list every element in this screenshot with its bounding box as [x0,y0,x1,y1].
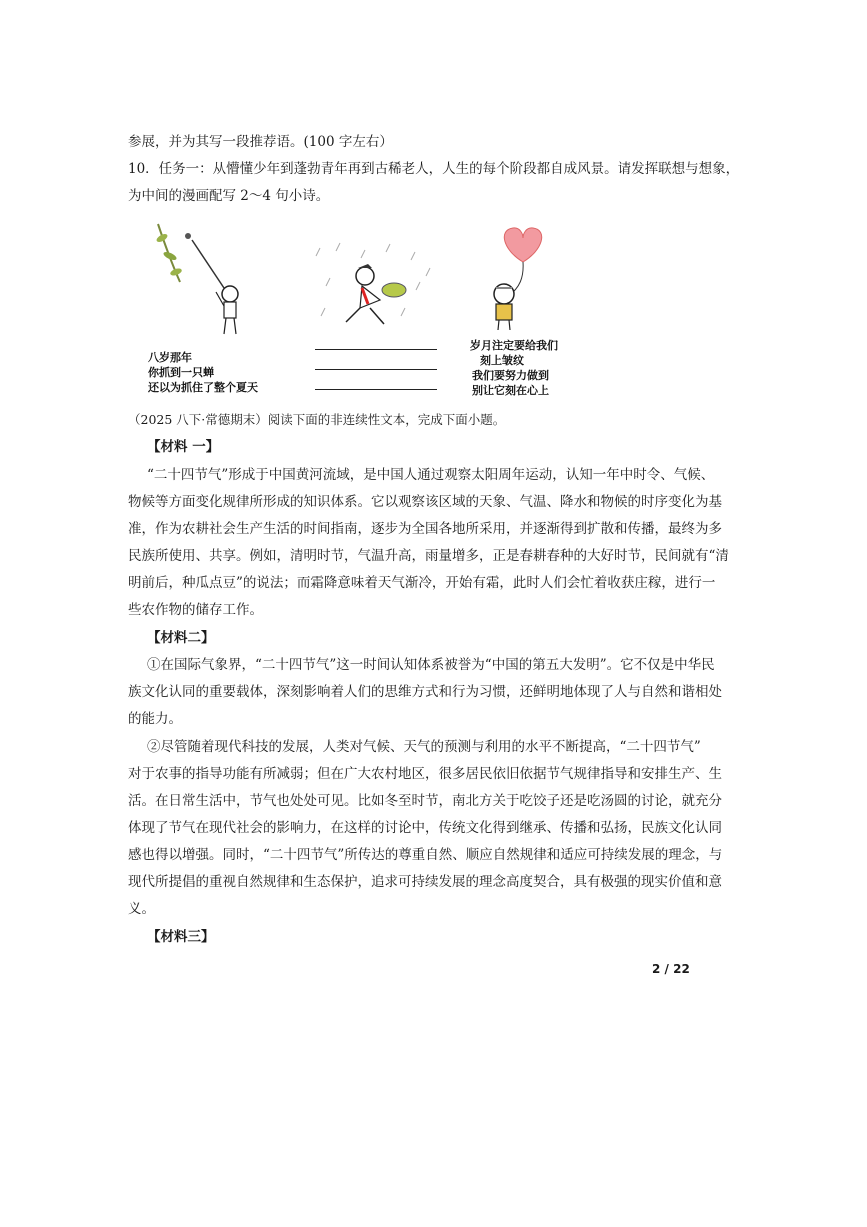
paragraph-line: 感也得以增强。同时，“二十四节气”所传达的尊重自然、顺应自然规律和适应可持续发展的理念，与 [128,847,723,863]
cartoon-right-caption-line: 别让它刻在心上 [472,384,549,397]
cartoon-left-caption-line: 你抓到一只蝉 [148,366,214,379]
cartoon-running-youth-illustration [310,238,440,338]
paragraph-line: 现代所提倡的重视自然规律和生态保护，追求可持续发展的理念高度契合，具有极强的现实价值和意 [128,874,722,890]
paragraph-line: 明前后，种瓜点豆”的说法；而霜降意味着天气渐冷，开始有霜，此时人们会忙着收获庄稼，进行一 [128,575,716,591]
material-one-title: 【材料 一】 [147,439,220,455]
question-line: 10．任务一：从懵懂少年到蓬勃青年再到古稀老人，人生的每个阶段都自成风景。请发挥联想与想象， [128,161,740,177]
cartoon-strip [140,218,600,403]
paragraph-line: ①在国际气象界，“二十四节气”这一时间认知体系被誉为“中国的第五大发明”。它不仅是中华民 [147,657,715,673]
question-line: 为中间的漫画配写 2～4 句小诗。 [128,188,330,204]
cartoon-elder-balloon-illustration [468,222,578,332]
answer-blank-line[interactable] [315,369,437,370]
page-number: 2 / 22 [652,962,690,976]
cartoon-right-caption-line: 刻上皱纹 [480,354,524,367]
cartoon-right-caption-line: 我们要努力做到 [472,369,549,382]
paragraph-line: “二十四节气”形成于中国黄河流域，是中国人通过观察太阳周年运动，认知一年中时令、气候、 [147,467,715,483]
paragraph-line: 物候等方面变化规律所形成的知识体系。它以观察该区域的天象、气温、降水和物候的时序变化为基 [128,494,722,510]
text-line: 参展，并为其写一段推荐语。(100 字左右） [128,134,393,150]
paragraph-line: 准，作为农耕社会生产生活的时间指南，逐步为全国各地所采用，并逐渐得到扩散和传播，最终为多 [128,521,722,537]
cartoon-boy-net-illustration [140,218,260,343]
material-three-title: 【材料三】 [147,929,215,945]
paragraph-line: 些农作物的储存工作。 [128,602,263,618]
cartoon-left-caption-line: 八岁那年 [148,351,192,364]
paragraph-line: ②尽管随着现代科技的发展，人类对气候、天气的预测与利用的水平不断提高，“二十四节气” [147,739,701,755]
answer-blank-line[interactable] [315,389,437,390]
paragraph-line: 体现了节气在现代社会的影响力，在这样的讨论中，传统文化得到继承、传播和弘扬，民族文化认同 [128,820,722,836]
paragraph-line: 对于农事的指导功能有所减弱；但在广大农村地区，很多居民依旧依据节气规律指导和安排生产、生 [128,766,722,782]
cartoon-left-caption-line: 还以为抓住了整个夏天 [148,381,258,394]
paragraph-line: 族文化认同的重要载体，深刻影响着人们的思维方式和行为习惯，还鲜明地体现了人与自然和谐相处 [128,684,722,700]
material-two-title: 【材料二】 [147,630,215,646]
paragraph-line: 义。 [128,901,155,917]
paragraph-line: 民族所使用、共享。例如，清明时节，气温升高，雨量增多，正是春耕春种的大好时节，民间就有“清 [128,548,729,564]
cartoon-right-caption-line: 岁月注定要给我们 [470,339,558,352]
paragraph-line: 的能力。 [128,711,182,727]
paragraph-line: 活。在日常生活中，节气也处处可见。比如冬至时节，南北方关于吃饺子还是吃汤圆的讨论，就充分 [128,793,722,809]
answer-blank-line[interactable] [315,349,437,350]
source-line: （2025 八下·常德期末）阅读下面的非连续性文本，完成下面小题。 [128,412,506,427]
